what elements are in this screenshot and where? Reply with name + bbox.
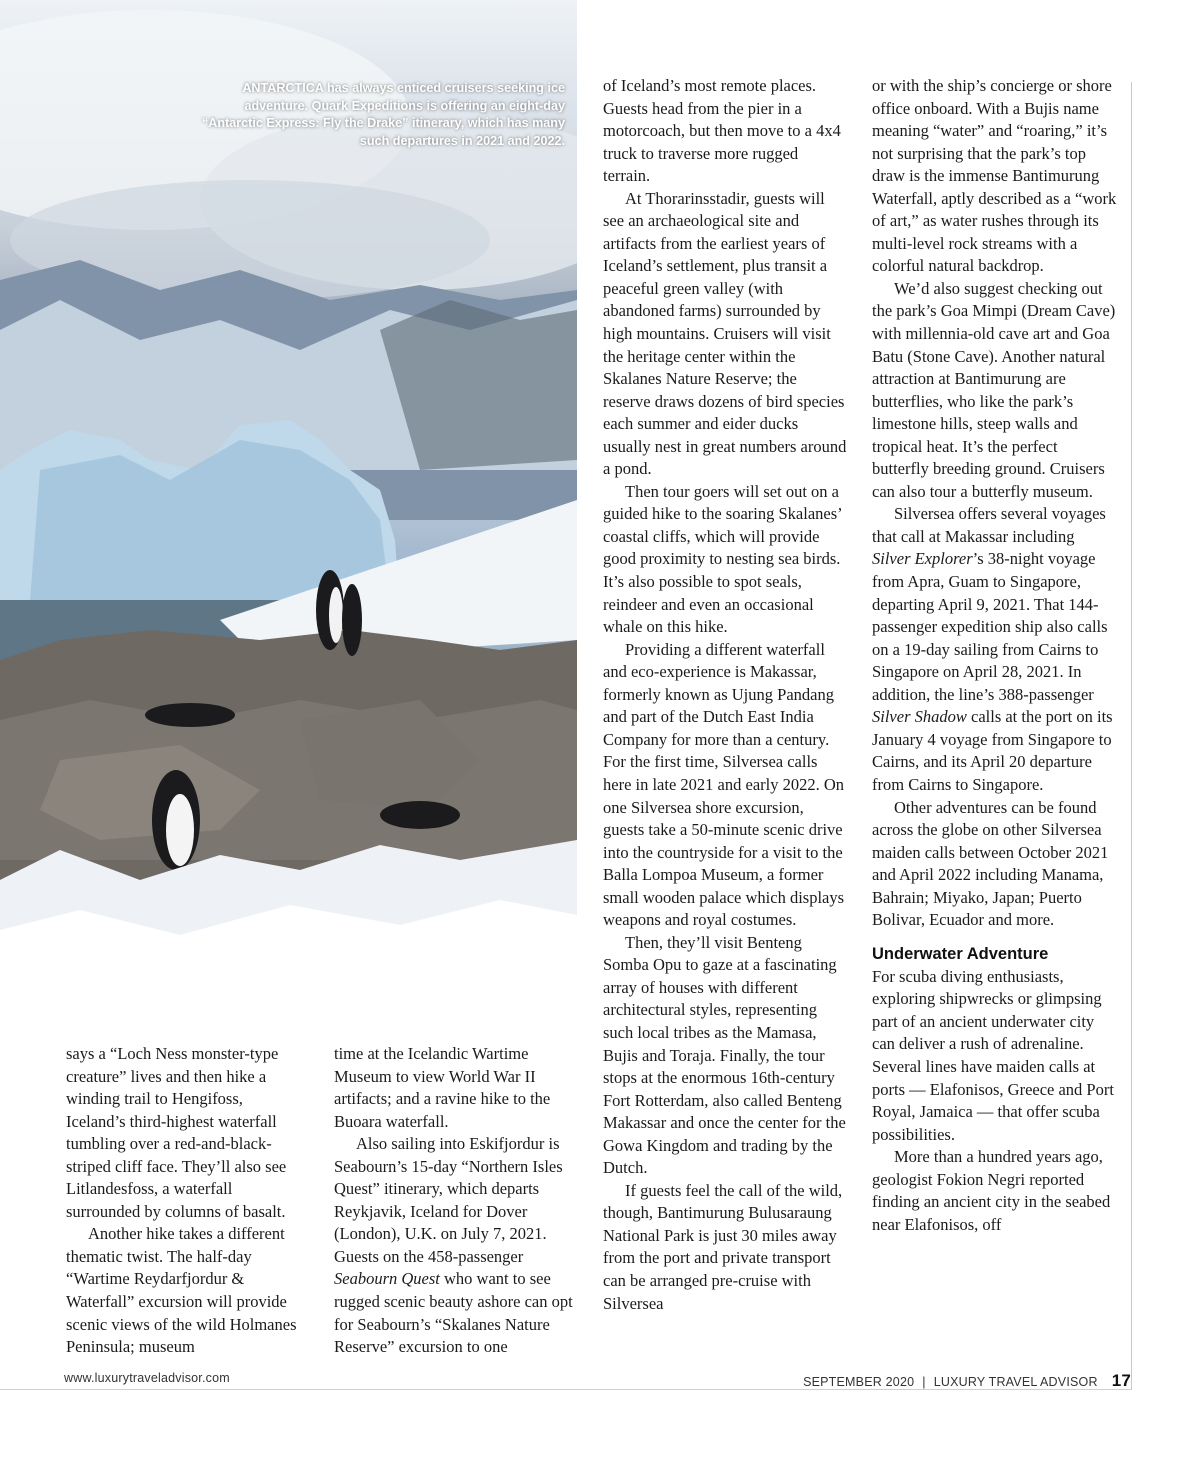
footer-separator: | — [922, 1375, 926, 1389]
paragraph: Providing a different waterfall and eco-experience is Makassar, formerly known as Ujung Pandang and part of the Dutch East India Company for more than a century. For the first time, Silversea calls here in late 2021 and early 2022. On one Silversea shore excursion, guests take a 50-minute scenic drive into the countryside for a visit to the Balla Lompoa Museum, a former small wooden palace which displays weapons and royal costumes. — [603, 639, 845, 930]
caption-lead: ANTARCTICA — [242, 81, 324, 95]
paragraph: At Thorarinsstadir, guests will see an archaeological site and artifacts from the earliest years of Iceland’s settlement, plus transit a peaceful green valley (with abandoned farms) surrounded by high mountains. Cruisers will visit the heritage center within the Skalanes Nature Reserve; the reserve draws dozens of bird species each summer and eider ducks usually nest in great numbers around a pond. — [603, 188, 847, 479]
issue-date: SEPTEMBER 2020 — [803, 1375, 915, 1389]
paragraph: Another hike takes a different thematic twist. The half-day “Wartime Reydarfjordur & Waterfall” excursion will provide scenic views of the wild Holmanes Peninsula; museum — [66, 1224, 297, 1357]
caption-text: has always enticed cruisers seeking ice adventure. Quark Expeditions is offering an eight-day “Antarctic Express: Fly the Drake” itinerary, which has many such departures in 2021 and 2022. — [201, 81, 565, 148]
paragraph: For scuba diving enthusiasts, exploring shipwrecks or glimpsing part of an ancient underwater city can deliver a rush of adrenaline. Several lines have maiden calls at ports — Elafonisos, Greece and Port Royal, Jamaica — that offer scuba possibilities. — [872, 966, 1114, 1144]
paragraph: of Iceland’s most remote places. Guests head from the pier in a motorcoach, but then move to a 4x4 truck to traverse more rugged terrain. — [603, 76, 841, 186]
article-column-4 — [872, 75, 1117, 1236]
footer-url[interactable]: www.luxurytraveladvisor.com — [64, 1371, 230, 1385]
column-divider — [1131, 82, 1132, 1390]
text-run: Also sailing into Eskifjordur is Seabourn’s 15-day “Northern Isles Quest” itinerary, which departs Reykjavik, Iceland for Dover (London), U.K. on July 7, 2021. Guests on the 458-passenger — [334, 1134, 563, 1266]
paragraph — [334, 1133, 580, 1358]
paragraph: or with the ship’s concierge or shore office onboard. With a Bujis name meaning “water” and “roaring,” it’s not surprising that the park’s top draw is the immense Bantimurung Waterfall, aptly described as a “work of art,” as water rushes through its multi-level rock streams with a colorful natural backdrop. — [872, 76, 1117, 276]
paragraph: If guests feel the call of the wild, though, Bantimurung Bulusaraung National Park is just 30 miles away from the port and private transport can be arranged pre-cruise with Silversea — [603, 1180, 843, 1313]
paragraph: We’d also suggest checking out the park’s Goa Mimpi (Dream Cave) with millennia-old cave art and Goa Batu (Stone Cave). Another natural attraction at Bantimurung are butterflies, who like the park’s limestone hills, steep walls and tropical heat. It’s the perfect butterfly breeding ground. Cruisers can also tour a butterfly museum. — [872, 278, 1116, 501]
article-column-1 — [66, 1043, 306, 1359]
paragraph: Other adventures can be found across the globe on other Silversea maiden calls between October 2021 and April 2022 including Manama, Bahrain; Miyako, Japan; Puerto Bolivar, Ecuador and more. — [872, 797, 1109, 930]
text-run: ’s 38-night voyage from Apra, Guam to Singapore, departing April 9, 2021. That 144-passenger expedition ship also calls on a 19-day sailing from Cairns to Singapore on April 28, 2021. In addition, the line’s 388-passenger — [872, 549, 1108, 704]
paragraph: More than a hundred years ago, geologist Fokion Negri reported finding an ancient city in the seabed near Elafonisos, off — [872, 1147, 1111, 1234]
article-column-3 — [603, 75, 848, 1315]
paragraph: time at the Icelandic Wartime Museum to view World War II artifacts; and a ravine hike to the Buoara waterfall. — [334, 1044, 551, 1131]
text-run: calls at the port on its January 4 voyage from Singapore to Cairns, and its April 20 departure from Cairns to Singapore. — [872, 707, 1113, 794]
ship-name: Silver Shadow — [872, 707, 967, 727]
paragraph: Then tour goers will set out on a guided hike to the soaring Skalanes’ coastal cliffs, which will provide good proximity to nesting sea birds. It’s also possible to spot seals, reindeer and even an occasional whale on this hike. — [603, 481, 842, 637]
ship-name: Seabourn Quest — [334, 1269, 440, 1289]
ship-name: Silver Explorer — [872, 549, 973, 569]
paragraph — [872, 503, 1117, 796]
text-run: who want to see rugged scenic beauty ashore can opt for Seabourn’s “Skalanes Nature Reserve” excursion to one — [334, 1269, 573, 1357]
footer-folio — [803, 1371, 1131, 1391]
paragraph: Then, they’ll visit Benteng Somba Opu to gaze at a fascinating array of houses with different architectural styles, representing such local tribes as the Mamasa, Bujis and Toraja. Finally, the tour stops at the enormous 16th-century Fort Rotterdam, also called Benteng Makassar and once the center for the Gowa Kingdom and trading by the Dutch. — [603, 932, 846, 1178]
antarctica-photo — [0, 0, 577, 1032]
paragraph: says a “Loch Ness monster-type creature” lives and then hike a winding trail to Hengifoss, Iceland’s third-highest waterfall tumbling over a red-and-black-striped cliff face. They’ll also see Litlandesfoss, a waterfall surrounded by columns of basalt. — [66, 1044, 287, 1221]
article-column-2 — [334, 1043, 580, 1359]
section-subhead: Underwater Adventure — [872, 944, 1049, 963]
antarctica-scene — [0, 0, 577, 1032]
text-run: Silversea offers several voyages that call at Makassar including — [872, 504, 1106, 546]
publication-name: LUXURY TRAVEL ADVISOR — [933, 1375, 1098, 1389]
page-number: 17 — [1111, 1371, 1131, 1390]
photo-caption — [185, 80, 565, 150]
